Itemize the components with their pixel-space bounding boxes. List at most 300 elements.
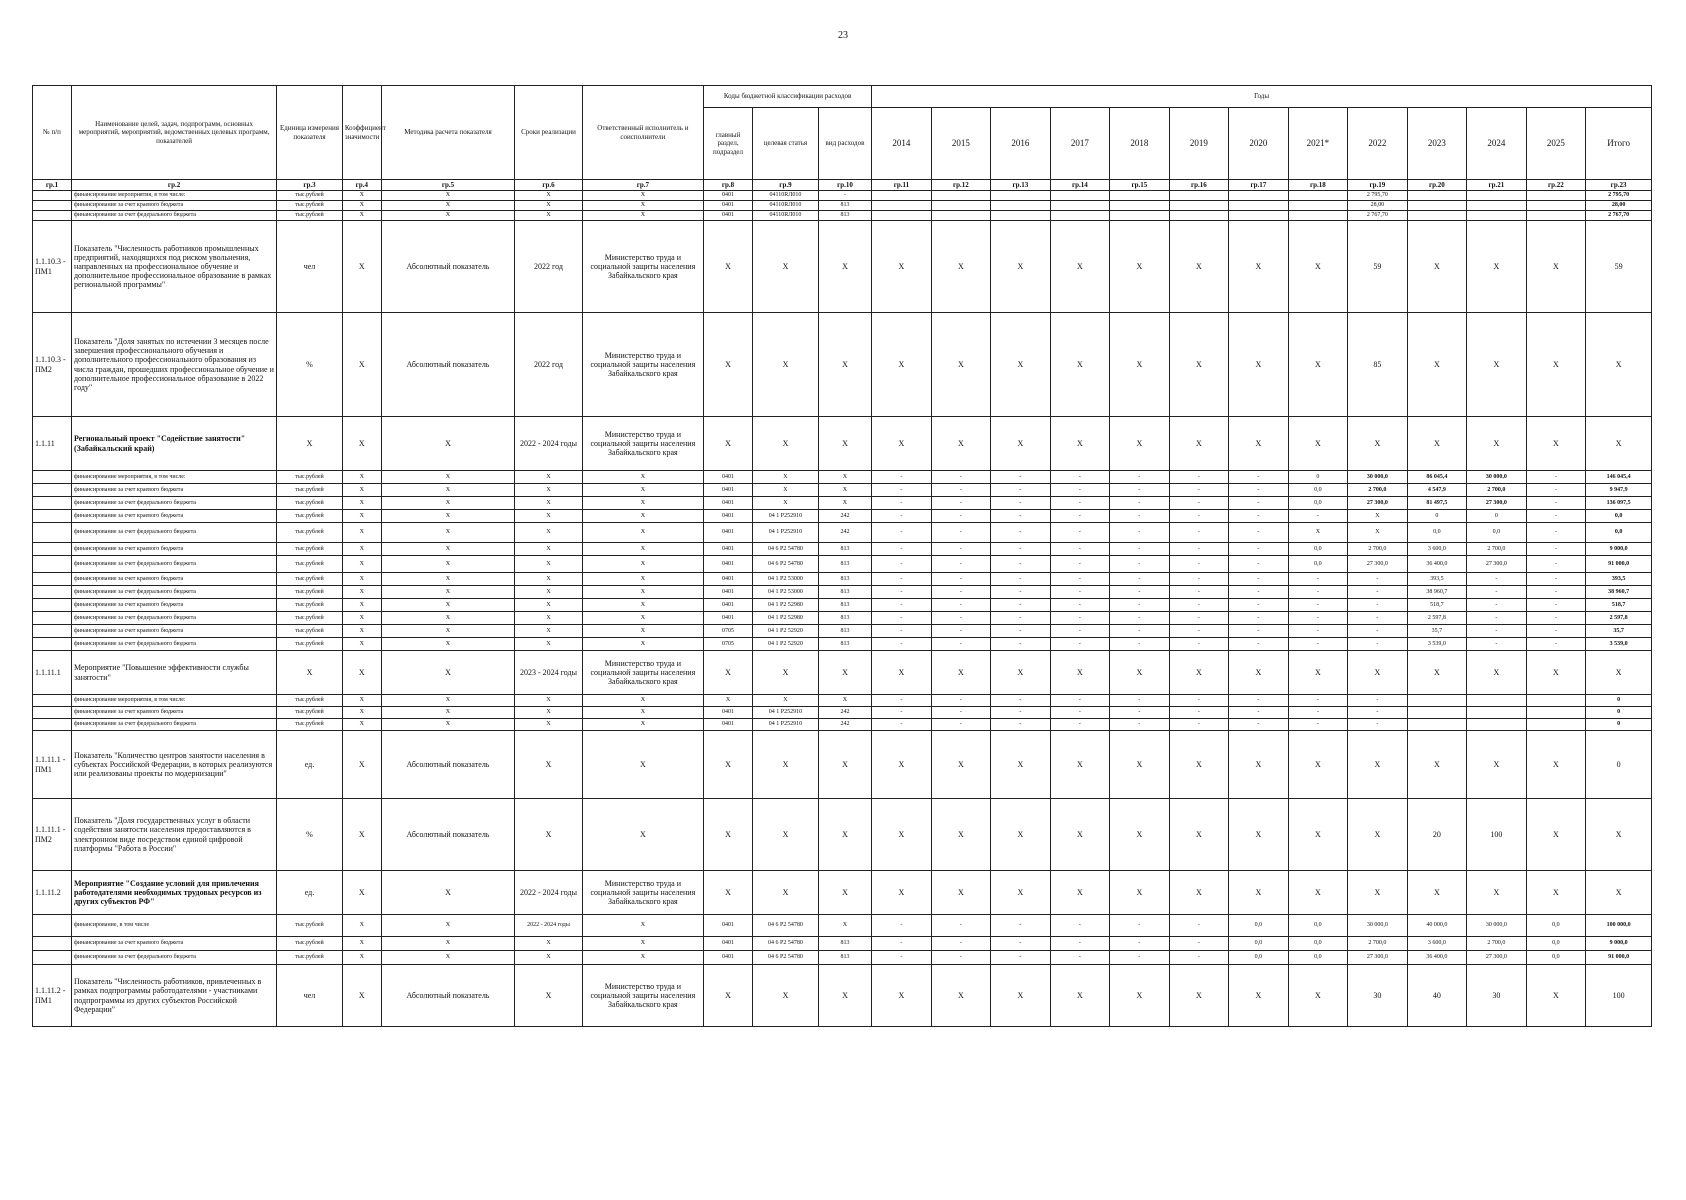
table-cell: 2 700,0 [1467,937,1527,951]
group-number: гр.3 [277,180,343,191]
table-cell: X [381,556,514,573]
group-number: гр.16 [1169,180,1229,191]
header-year: 2014 [872,108,932,180]
table-cell: 2 700,0 [1348,484,1408,497]
table-cell: X [381,651,514,695]
table-cell: 4 547,9 [1407,484,1467,497]
table-cell: - [931,484,991,497]
table-cell: - [1467,612,1527,625]
table-cell: - [1348,625,1408,638]
row-number [33,695,72,707]
table-cell: % [277,313,343,417]
table-cell: - [1110,543,1170,556]
table-cell: X [381,484,514,497]
group-number: гр.1 [33,180,72,191]
table-cell: X [582,556,703,573]
table-cell: 04 6 P2 54780 [753,556,819,573]
table-cell: - [1110,523,1170,543]
table-cell: 04 1 P2 52980 [753,612,819,625]
table-cell: 27 300,0 [1348,951,1408,965]
table-cell: - [1169,556,1229,573]
table-cell: тыс.рублей [277,191,343,201]
table-cell: X [381,625,514,638]
table-cell: 100 [1467,799,1527,871]
table-cell: 0 [1586,695,1652,707]
table-cell: X [1526,651,1586,695]
table-cell: 0401 [703,719,752,731]
table-cell: Министерство труда и социальной защиты населения Забайкальского края [582,871,703,915]
table-cell: - [1110,612,1170,625]
table-cell: X [381,543,514,556]
header-num: № п/п [33,86,72,180]
table-cell: 04 6 P2 54780 [753,951,819,965]
row-name: Показатель "Численность работников промышленных предприятий, находящихся под риском увольнения, направленных на профессиональное обучение и дополнительное профессиональное образование в рамках региональной программы" [71,221,276,313]
table-cell: - [1110,695,1170,707]
table-cell: 0401 [703,599,752,612]
table-cell: X [703,313,752,417]
table-cell: X [582,471,703,484]
table-cell: - [931,625,991,638]
table-cell: X [342,201,381,211]
row-number: 1.1.11.1 - ПМ1 [33,731,72,799]
row-name: финансирование, в том числе [71,915,276,937]
group-number: гр.20 [1407,180,1467,191]
table-cell: - [1288,510,1348,523]
table-cell: X [582,497,703,510]
row-number: 1.1.11.2 - ПМ1 [33,965,72,1027]
table-cell: 30 [1348,965,1408,1027]
table-cell: - [991,523,1051,543]
table-cell: X [1050,651,1110,695]
table-cell: 813 [818,937,871,951]
table-cell: - [991,625,1051,638]
table-cell: - [931,497,991,510]
table-cell: - [1348,719,1408,731]
table-row [33,586,1652,599]
table-cell: - [991,484,1051,497]
table-cell: X [1050,965,1110,1027]
table-cell: X [515,471,583,484]
table-cell: 2 700,0 [1348,543,1408,556]
table-cell: - [1467,586,1527,599]
table-cell: X [1229,799,1289,871]
table-cell: X [1169,221,1229,313]
table-cell: - [872,937,932,951]
table-cell: - [1467,638,1527,651]
row-number [33,915,72,937]
table-cell: - [1229,556,1289,573]
table-cell: 0 [1467,510,1527,523]
table-cell: - [1229,612,1289,625]
table-cell: Министерство труда и социальной защиты населения Забайкальского края [582,965,703,1027]
table-cell: - [1229,625,1289,638]
table-cell: - [931,543,991,556]
table-cell: X [515,695,583,707]
table-cell [1467,191,1527,201]
table-cell: 2 767,70 [1586,211,1652,221]
table-cell: - [1050,695,1110,707]
table-cell: 30 000,0 [1348,915,1408,937]
table-cell: - [1526,543,1586,556]
table-cell [931,201,991,211]
table-cell: X [515,612,583,625]
table-cell [991,201,1051,211]
table-cell: X [381,612,514,625]
table-cell: X [1467,221,1527,313]
table-cell: - [931,510,991,523]
table-cell: 36 400,0 [1407,951,1467,965]
table-cell: X [1586,799,1652,871]
table-cell: 04 1 P2 52920 [753,625,819,638]
row-number [33,497,72,510]
table-cell: 242 [818,707,871,719]
table-cell: - [1110,719,1170,731]
table-cell: X [381,201,514,211]
table-cell: X [342,719,381,731]
table-cell [1467,707,1527,719]
table-cell: - [1110,510,1170,523]
table-cell: X [1348,651,1408,695]
table-row [33,211,1652,221]
table-row [33,497,1652,510]
table-cell: - [1348,586,1408,599]
table-cell: X [703,799,752,871]
group-number: гр.12 [931,180,991,191]
table-cell: - [1467,573,1527,586]
table-cell: - [1169,497,1229,510]
table-cell: 0,0 [1288,915,1348,937]
table-cell: X [1288,221,1348,313]
table-cell: - [872,523,932,543]
table-cell: - [1169,915,1229,937]
table-cell: 813 [818,599,871,612]
row-number [33,510,72,523]
table-cell [1229,201,1289,211]
table-cell: 2 795,70 [1348,191,1408,201]
row-name: финансирование за счет федерального бюджета [71,523,276,543]
table-cell: % [277,799,343,871]
table-cell: 30 000,0 [1467,915,1527,937]
table-cell: тыс.рублей [277,211,343,221]
table-cell: - [1169,543,1229,556]
table-cell: - [872,510,932,523]
table-cell: - [1229,471,1289,484]
table-cell: тыс.рублей [277,612,343,625]
header-year: 2022 [1348,108,1408,180]
table-cell: X [342,695,381,707]
table-cell [1407,201,1467,211]
table-cell [1526,211,1586,221]
table-cell: - [931,471,991,484]
table-cell: X [1407,731,1467,799]
header-year: 2018 [1110,108,1170,180]
table-cell: X [1348,417,1408,471]
table-cell: 38 960,7 [1407,586,1467,599]
table-cell: 136 097,5 [1586,497,1652,510]
table-cell: X [342,951,381,965]
table-cell: X [1288,965,1348,1027]
table-cell: X [1050,417,1110,471]
table-cell: - [1526,523,1586,543]
table-cell: 0 [1288,471,1348,484]
table-cell: X [703,417,752,471]
table-cell: 40 000,0 [1407,915,1467,937]
table-cell: - [1229,719,1289,731]
table-cell: 3 539,0 [1586,638,1652,651]
group-number: гр.5 [381,180,514,191]
table-cell: X [582,586,703,599]
row-name: Показатель "Численность работников, привлеченных в рамках подпрограммы работодателями - участниками подпрограммы из других субъектов Российской Федерации" [71,965,276,1027]
group-number: гр.18 [1288,180,1348,191]
table-cell: X [818,497,871,510]
table-cell: - [1348,612,1408,625]
table-cell: X [818,313,871,417]
row-name: финансирование за счет федерального бюджета [71,586,276,599]
row-name: финансирование за счет федерального бюджета [71,951,276,965]
table-cell: X [1526,871,1586,915]
table-cell: X [381,417,514,471]
table-cell: 0401 [703,484,752,497]
table-cell: - [1526,638,1586,651]
table-row [33,871,1652,915]
table-cell: X [872,731,932,799]
table-row [33,201,1652,211]
table-cell: тыс.рублей [277,510,343,523]
table-cell: ед. [277,731,343,799]
table-cell: - [1169,719,1229,731]
table-cell: - [991,951,1051,965]
table-cell: - [1526,510,1586,523]
table-cell: X [1110,731,1170,799]
table-cell [872,201,932,211]
table-cell: - [1288,599,1348,612]
table-cell: X [753,871,819,915]
table-cell [1467,201,1527,211]
table-cell: ед. [277,871,343,915]
table-cell: чел [277,221,343,313]
table-cell: - [1050,573,1110,586]
table-cell: X [515,731,583,799]
table-cell: - [991,638,1051,651]
table-cell: 2 795,70 [1586,191,1652,201]
table-cell: 0401 [703,937,752,951]
table-cell: X [931,417,991,471]
table-cell: - [1050,951,1110,965]
table-cell: - [1050,625,1110,638]
table-cell: 0401 [703,707,752,719]
row-name: финансирование мероприятия, в том числе: [71,191,276,201]
table-cell: - [1110,638,1170,651]
row-number: 1.1.11.2 [33,871,72,915]
table-cell: 36 400,0 [1407,556,1467,573]
table-cell: 0401 [703,915,752,937]
table-cell: - [1110,556,1170,573]
table-cell: 86 045,4 [1407,471,1467,484]
table-cell [1229,211,1289,221]
table-cell: X [1348,871,1408,915]
table-cell: 0 [1586,731,1652,799]
table-cell: Абсолютный показатель [381,799,514,871]
table-row [33,191,1652,201]
table-cell: X [515,543,583,556]
row-number [33,612,72,625]
table-cell: X [515,497,583,510]
table-cell: X [931,651,991,695]
table-cell: X [818,731,871,799]
table-cell: 813 [818,556,871,573]
header-expense-kind: вид расходов [818,108,871,180]
table-cell: 2022 год [515,221,583,313]
table-cell: тыс.рублей [277,937,343,951]
table-cell: X [931,871,991,915]
table-cell: 813 [818,951,871,965]
table-cell: X [818,871,871,915]
table-cell: X [1526,799,1586,871]
row-number [33,573,72,586]
table-cell: 0 [1586,719,1652,731]
table-row [33,523,1652,543]
row-name: финансирование за счет федерального бюджета [71,556,276,573]
table-cell: X [515,638,583,651]
header-year: 2024 [1467,108,1527,180]
row-number [33,543,72,556]
table-cell: X [703,871,752,915]
table-cell: X [582,707,703,719]
table-cell: X [582,484,703,497]
row-name: Мероприятие "Повышение эффективности службы занятости" [71,651,276,695]
table-cell: X [582,937,703,951]
table-cell: X [342,638,381,651]
table-cell: X [342,221,381,313]
table-cell: 3 539,0 [1407,638,1467,651]
table-cell: 28,00 [1348,201,1408,211]
table-cell: 0,0 [1467,523,1527,543]
table-cell: Министерство труда и социальной защиты населения Забайкальского края [582,651,703,695]
table-cell: X [753,221,819,313]
table-cell: - [1169,638,1229,651]
table-cell: 0,0 [1288,497,1348,510]
table-cell [1526,191,1586,201]
table-cell: тыс.рублей [277,201,343,211]
table-cell: 04 1 P2 52980 [753,599,819,612]
table-cell: X [753,695,819,707]
table-cell: 85 [1348,313,1408,417]
table-cell: - [1467,625,1527,638]
table-cell: тыс.рублей [277,915,343,937]
table-cell: X [515,599,583,612]
table-cell: 04 1 P252910 [753,707,819,719]
table-cell: - [872,497,932,510]
table-cell: - [1050,638,1110,651]
table-cell: X [753,484,819,497]
group-number: гр.9 [753,180,819,191]
table-cell: 27 300,0 [1348,497,1408,510]
table-cell: - [1169,707,1229,719]
table-cell: X [381,471,514,484]
table-cell: X [1229,965,1289,1027]
table-cell: - [931,556,991,573]
table-cell: X [582,191,703,201]
table-cell: X [818,484,871,497]
table-cell: X [342,586,381,599]
table-cell: 0401 [703,523,752,543]
table-cell: X [1288,871,1348,915]
header-years: Годы [872,86,1652,108]
table-cell: X [1586,417,1652,471]
table-cell: 3 600,0 [1407,543,1467,556]
table-cell: 0401 [703,556,752,573]
table-row [33,510,1652,523]
table-cell: чел [277,965,343,1027]
table-cell: X [1229,871,1289,915]
table-cell: - [872,471,932,484]
table-cell [1407,211,1467,221]
table-cell: 04 1 P2 53000 [753,586,819,599]
table-cell: 242 [818,510,871,523]
table-row [33,965,1652,1027]
table-cell: 0,0 [1586,523,1652,543]
row-name: финансирование за счет федерального бюджета [71,497,276,510]
table-cell: 2022 - 2024 годы [515,915,583,937]
table-cell: Абсолютный показатель [381,731,514,799]
table-cell: X [1348,510,1408,523]
table-cell: - [1110,471,1170,484]
table-cell: X [1110,799,1170,871]
table-cell: 813 [818,573,871,586]
table-cell: - [931,573,991,586]
table-cell: X [342,497,381,510]
table-cell: 30 000,0 [1467,471,1527,484]
table-cell: X [1526,965,1586,1027]
table-cell: - [1169,586,1229,599]
table-cell: тыс.рублей [277,707,343,719]
table-cell: X [1229,731,1289,799]
table-cell: - [1050,586,1110,599]
table-cell: X [342,599,381,612]
table-cell: X [381,211,514,221]
row-number [33,951,72,965]
table-cell: Абсолютный показатель [381,221,514,313]
table-cell: тыс.рублей [277,638,343,651]
header-year: 2021* [1288,108,1348,180]
table-cell: - [1229,523,1289,543]
table-cell: 0,0 [1407,523,1467,543]
table-cell [1526,201,1586,211]
table-cell: X [753,731,819,799]
table-row [33,417,1652,471]
row-number: 1.1.10.3 - ПМ1 [33,221,72,313]
table-cell: - [1050,556,1110,573]
table-cell: 0,0 [1288,937,1348,951]
row-name: финансирование за счет краевого бюджета [71,707,276,719]
table-cell [991,211,1051,221]
table-cell: - [991,695,1051,707]
table-cell: 813 [818,543,871,556]
table-cell: 0401 [703,573,752,586]
table-row [33,937,1652,951]
table-cell: - [1110,937,1170,951]
table-row [33,707,1652,719]
row-number [33,191,72,201]
table-cell: X [1586,651,1652,695]
table-cell: X [1288,417,1348,471]
table-cell: 242 [818,523,871,543]
table-cell: - [991,543,1051,556]
table-cell: X [582,523,703,543]
table-cell: - [1169,471,1229,484]
table-cell [1526,695,1586,707]
table-cell: X [991,417,1051,471]
